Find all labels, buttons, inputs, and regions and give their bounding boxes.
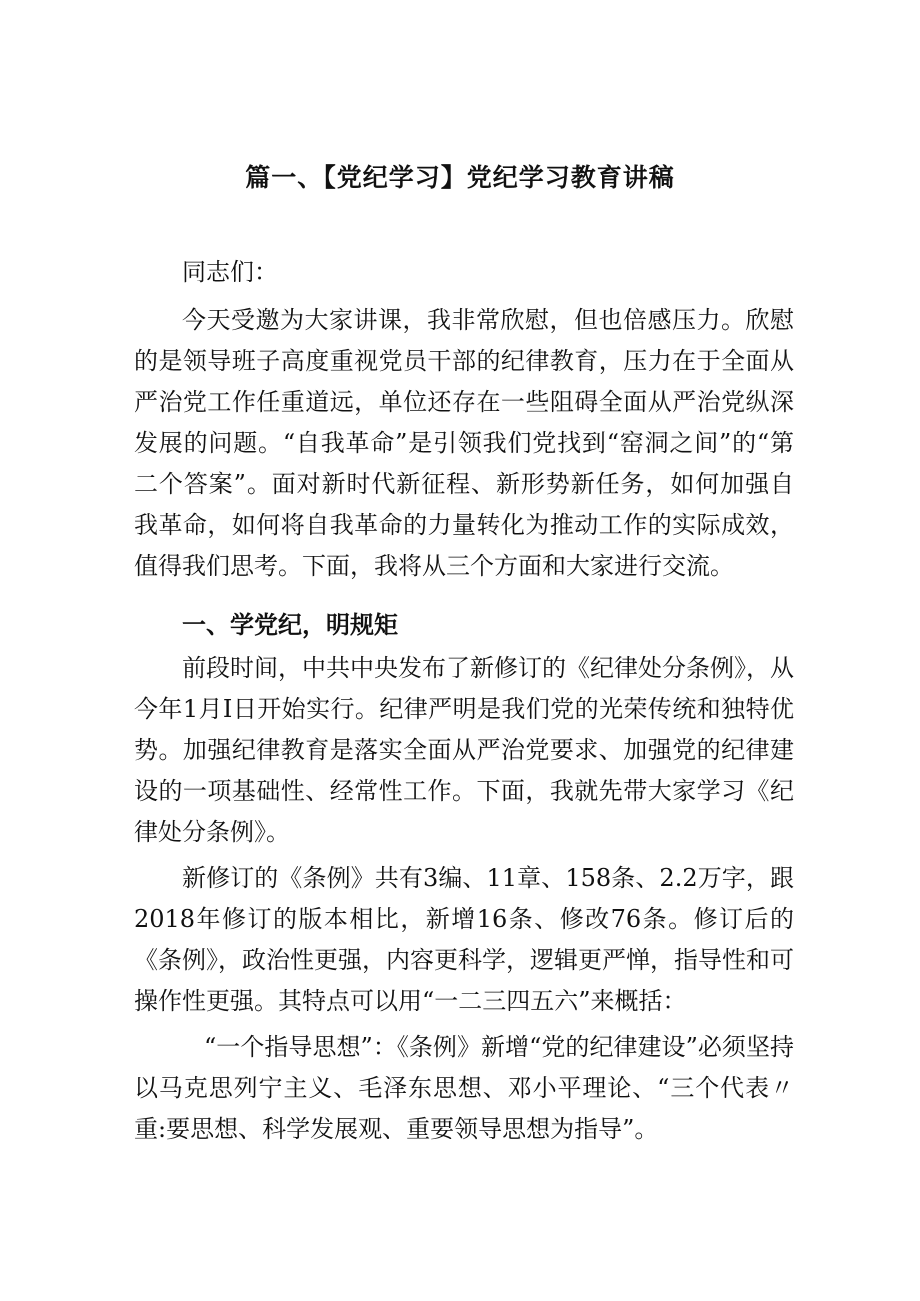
salutation-block <box>134 252 794 293</box>
salutation: 同志们： <box>182 258 278 286</box>
section-1-block <box>134 648 794 1150</box>
section-1-paragraph-2: 新修订的《条例》共有3编、11章、158条、2.2万字，跟2018年修订的版本相比，新增16条、修改76条。修订后的《条例》，政治性更强，内容更科学，逻辑更严惮，指导性和可操作性更强。其特点可以用“一二三四五六”来概括： <box>134 864 794 1015</box>
intro-block <box>134 300 794 587</box>
section-1-heading-block <box>134 604 794 645</box>
document-title: 篇一、【党纪学习】党纪学习教育讲稿 <box>245 163 675 192</box>
section-1-paragraph-1: 前段时间，中共中央发布了新修订的《纪律处分条例》，从今年1月I日开始实行。纪律严明是我们党的光荣传统和独特优势。加强纪律教育是落实全面从严治党要求、加强党的纪律建设的一项基础性、经常性工作。下面，我就先带大家学习《纪律处分条例》。 <box>134 654 794 846</box>
section-heading: 一、学党纪，明规矩 <box>182 610 398 639</box>
intro-paragraph: 今天受邀为大家讲课，我非常欣慰，但也倍感压力。欣慰的是领导班子高度重视党员干部的纪律教育，压力在于全面从严治党工作任重道远，单位还存在一些阻碍全面从严治党纵深发展的问题。“自我革命”是引领我们党找到“窑洞之间”的“第二个答案”。面对新时代新征程、新形势新任务，如何加强自我革命，如何将自我革命的力量转化为推动工作的实际成效，值得我们思考。下面，我将从三个方面和大家进行交流。 <box>134 306 794 580</box>
section-1-paragraph-3: “一个指导思想”：《条例》新增“党的纪律建设”必须坚持以马克思列宁主义、毛泽东思想、邓小平理论、“三个代表〃重:要思想、科学发展观、重要领导思想为指导”。 <box>134 1033 794 1143</box>
